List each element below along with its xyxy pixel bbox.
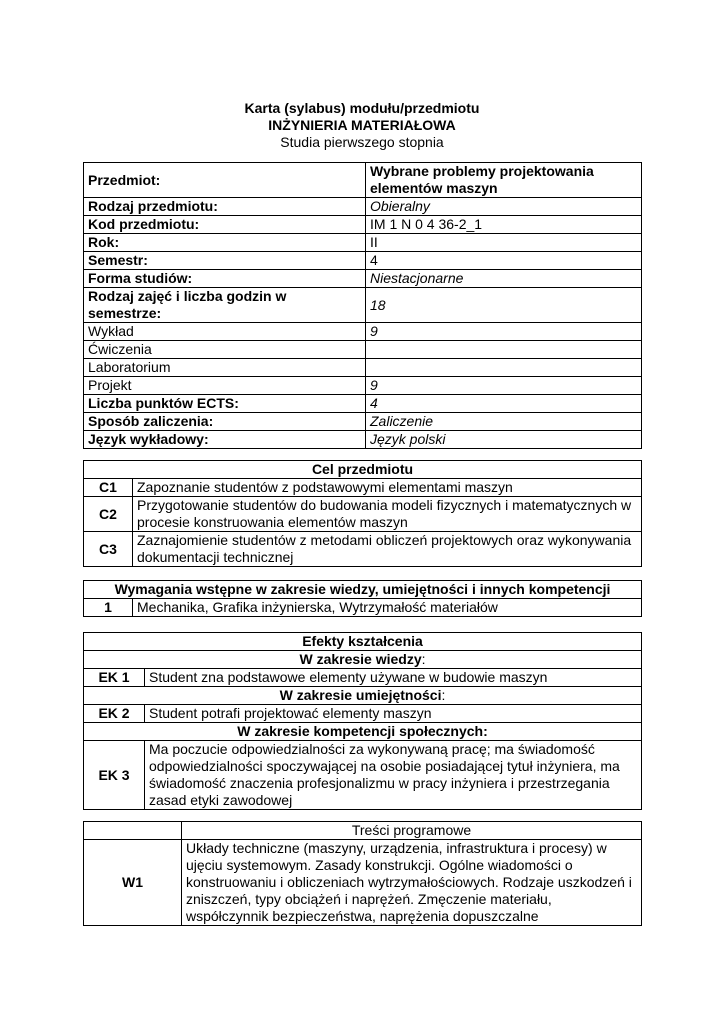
program-content-title: Treści programowe (182, 822, 642, 840)
info-value: 18 (366, 288, 642, 323)
info-row (84, 288, 642, 323)
info-key: Projekt (84, 377, 366, 395)
goal-code: C3 (84, 532, 133, 567)
info-row (84, 323, 642, 341)
prerequisite-text: Mechanika, Grafika inżynierska, Wytrzymałość materiałów (133, 599, 642, 617)
outcome-row (84, 669, 642, 687)
knowledge-heading-colon: : (421, 651, 426, 667)
info-value: Wybrane problemy projektowania elementów maszyn (366, 163, 642, 198)
info-key: Sposób zaliczenia: (84, 413, 366, 431)
program-content-table (83, 821, 642, 926)
outcome-text: Student zna podstawowe elementy używane w budowie maszyn (145, 669, 642, 687)
info-value: 4 (366, 252, 642, 270)
content-text: Układy techniczne (maszyny, urządzenia, infrastruktura i procesy) w ujęciu systemowym. Zasady konstrukcji. Ogólne wiadomości o konstruowaniu i obliczeniach wytrzymałościowych. Rodzaje uszkodzeń i zniszczeń, typy obciążeń i naprężeń. Zmęczenie materiału, współczynnik bezpieczeństwa, naprężenia dopuszczalne (182, 840, 642, 926)
info-value (366, 359, 642, 377)
info-key: Rodzaj przedmiotu: (84, 198, 366, 216)
goal-code: C2 (84, 497, 133, 532)
goal-row (84, 479, 642, 497)
outcome-code: EK 3 (84, 741, 145, 810)
info-key: Forma studiów: (84, 270, 366, 288)
skills-heading (84, 687, 642, 705)
prerequisite-row (84, 599, 642, 617)
header-program: INŻYNIERIA MATERIAŁOWA (268, 117, 456, 133)
knowledge-heading-label: W zakresie wiedzy (299, 651, 422, 667)
goal-text: Przygotowanie studentów do budowania modeli fizycznych i matematycznych w procesie konstruowania elementów maszyn (133, 497, 642, 532)
header-level: Studia pierwszego stopnia (280, 134, 444, 150)
outcome-row (84, 705, 642, 723)
social-competence-heading: W zakresie kompetencji społecznych: (84, 723, 642, 741)
info-key: Ćwiczenia (84, 341, 366, 359)
goal-row (84, 497, 642, 532)
info-row (84, 395, 642, 413)
content-row (84, 840, 642, 926)
outcome-text: Ma poczucie odpowiedzialności za wykonywaną pracę; ma świadomość odpowiedzialności spoczywającej na osobie posiadającej tytuł inżyniera, ma świadomość znaczenia profesjonalizmu w pracy inżyniera i przestrzegania zasad etyki zawodowej (145, 741, 642, 810)
info-value: 4 (366, 395, 642, 413)
info-row (84, 431, 642, 449)
info-row (84, 252, 642, 270)
info-key: Rok: (84, 234, 366, 252)
course-goals-title: Cel przedmiotu (84, 461, 642, 479)
info-value: Niestacjonarne (366, 270, 642, 288)
goal-row (84, 532, 642, 567)
skills-heading-label: W zakresie umiejętności (279, 687, 442, 703)
info-row (84, 270, 642, 288)
info-row (84, 359, 642, 377)
outcome-text: Student potrafi projektować elementy maszyn (145, 705, 642, 723)
info-row (84, 234, 642, 252)
info-value: Zaliczenie (366, 413, 642, 431)
info-value: 9 (366, 377, 642, 395)
info-value: Obieralny (366, 198, 642, 216)
outcome-code: EK 1 (84, 669, 145, 687)
learning-outcomes-title: Efekty kształcenia (84, 633, 642, 651)
info-key: Przedmiot: (84, 163, 366, 198)
outcome-code: EK 2 (84, 705, 145, 723)
course-info-table (83, 162, 642, 449)
info-row (84, 198, 642, 216)
info-row (84, 216, 642, 234)
info-value (366, 341, 642, 359)
goal-text: Zaznajomienie studentów z metodami obliczeń projektowych oraz wykonywania dokumentacji technicznej (133, 532, 642, 567)
info-value: IM 1 N 0 4 36-2_1 (366, 216, 642, 234)
course-goals-table (83, 460, 642, 567)
info-key: Rodzaj zajęć i liczba godzin w semestrze: (84, 288, 366, 323)
learning-outcomes-table (83, 632, 642, 810)
knowledge-heading (84, 651, 642, 669)
prerequisite-code: 1 (84, 599, 133, 617)
prerequisites-title: Wymagania wstępne w zakresie wiedzy, umiejętności i innych kompetencji (84, 581, 642, 599)
program-content-corner (84, 822, 182, 840)
info-key: Laboratorium (84, 359, 366, 377)
info-value: 9 (366, 323, 642, 341)
info-row (84, 377, 642, 395)
outcome-row (84, 741, 642, 810)
info-row (84, 163, 642, 198)
info-value: Język polski (366, 431, 642, 449)
document-header (0, 100, 724, 151)
header-title: Karta (sylabus) modułu/przedmiotu (244, 100, 480, 116)
info-value: II (366, 234, 642, 252)
prerequisites-table (83, 580, 642, 617)
info-key: Język wykładowy: (84, 431, 366, 449)
info-key: Kod przedmiotu: (84, 216, 366, 234)
content-code: W1 (84, 840, 182, 926)
info-key: Liczba punktów ECTS: (84, 395, 366, 413)
skills-heading-colon: : (441, 687, 446, 703)
info-row (84, 341, 642, 359)
info-row (84, 413, 642, 431)
info-key: Semestr: (84, 252, 366, 270)
info-key: Wykład (84, 323, 366, 341)
goal-text: Zapoznanie studentów z podstawowymi elementami maszyn (133, 479, 642, 497)
goal-code: C1 (84, 479, 133, 497)
